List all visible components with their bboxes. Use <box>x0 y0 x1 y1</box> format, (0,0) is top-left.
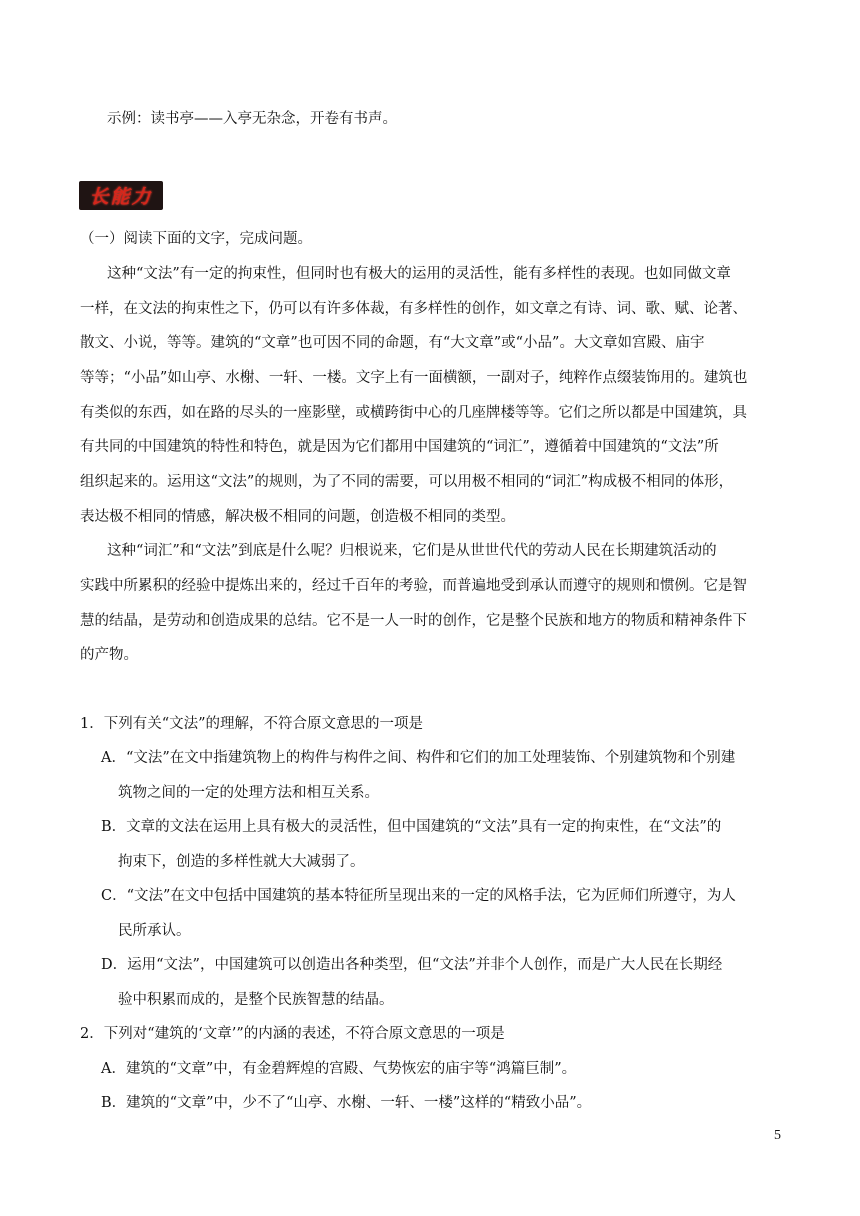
passage-line: 有共同的中国建筑的特性和特色，就是因为它们都用中国建筑的“词汇”，遵循着中国建筑的“文法”所 <box>80 439 719 455</box>
option-b-line1: B．文章的文法在运用上具有极大的灵活性，但中国建筑的“文法”具有一定的拘束性，在“文法”的 <box>101 819 722 835</box>
option-c-line2: 民所承认。 <box>118 923 191 939</box>
option-d-line2: 验中积累而成的，是整个民族智慧的结晶。 <box>118 992 394 1008</box>
question-stem: 2．下列对“建筑的‘文章’”的内涵的表述，不符合原文意思的一项是 <box>80 1026 505 1042</box>
section-badge-image <box>79 181 163 210</box>
passage-line: 等等；“小品”如山亭、水榭、一轩、一楼。文字上有一面横额，一副对子，纯粹作点缀装饰用的。建筑也 <box>80 370 748 386</box>
passage-line: 组织起来的。运用这“文法”的规则，为了不同的需要，可以用极不相同的“词汇”构成极不相同的体形， <box>80 474 734 490</box>
passage-line: 实践中所累积的经验中提炼出来的，经过千百年的考验，而普遍地受到承认而遵守的规则和惯例。它是智 <box>80 578 747 594</box>
passage-line: 的产物。 <box>80 647 138 663</box>
option-a-line2: 筑物之间的一定的处理方法和相互关系。 <box>118 785 379 801</box>
option-b-line1: B．建筑的“文章”中，少不了“山亭、水榭、一轩、一楼”这样的“精致小品”。 <box>101 1095 592 1111</box>
option-a-line1: A．“文法”在文中指建筑物上的构件与构件之间、构件和它们的加工处理装饰、个别建筑物和个别建 <box>101 750 736 766</box>
passage-line: 这种“词汇”和“文法”到底是什么呢？归根说来，它们是从世世代代的劳动人民在长期建筑活动的 <box>107 543 717 559</box>
option-c-line1: C．“文法”在文中包括中国建筑的基本特征所呈现出来的一定的风格手法，它为匠师们所遵守，为人 <box>101 888 736 904</box>
passage-line: 有类似的东西，如在路的尽头的一座影壁，或横跨街中心的几座牌楼等等。它们之所以都是中国建筑，具 <box>80 405 747 421</box>
page-number: 5 <box>774 1128 781 1143</box>
passage-line: 这种“文法”有一定的拘束性，但同时也有极大的运用的灵活性，能有多样性的表现。也如同做文章 <box>107 266 731 282</box>
passage-line: 慧的结晶，是劳动和创造成果的总结。它不是一人一时的创作，它是整个民族和地方的物质和精神条件下 <box>80 613 747 629</box>
badge-text: 长能力 <box>89 186 153 208</box>
section-heading: （一）阅读下面的文字，完成问题。 <box>80 231 312 247</box>
option-d-line1: D．运用“文法”，中国建筑可以创造出各种类型，但“文法”并非个人创作，而是广大人民在长期经 <box>101 957 723 973</box>
passage-line: 一样，在文法的拘束性之下，仍可以有许多体裁，有多样性的创作，如文章之有诗、词、歌、赋、论著、 <box>80 301 747 317</box>
passage-line: 表达极不相同的情感，解决极不相同的问题，创造极不相同的类型。 <box>80 509 515 525</box>
example-line: 示例：读书亭——入亭无杂念，开卷有书声。 <box>107 111 397 127</box>
passage-line: 散文、小说，等等。建筑的“文章”也可因不同的命题，有“大文章”或“小品”。大文章如宫殿、庙宇 <box>80 335 705 351</box>
option-b-line2: 拘束下，创造的多样性就大大减弱了。 <box>118 854 365 870</box>
option-a-line1: A．建筑的“文章”中，有金碧辉煌的宫殿、气势恢宏的庙宇等“鸿篇巨制”。 <box>101 1061 577 1077</box>
question-stem: 1．下列有关“文法”的理解，不符合原文意思的一项是 <box>80 716 424 732</box>
